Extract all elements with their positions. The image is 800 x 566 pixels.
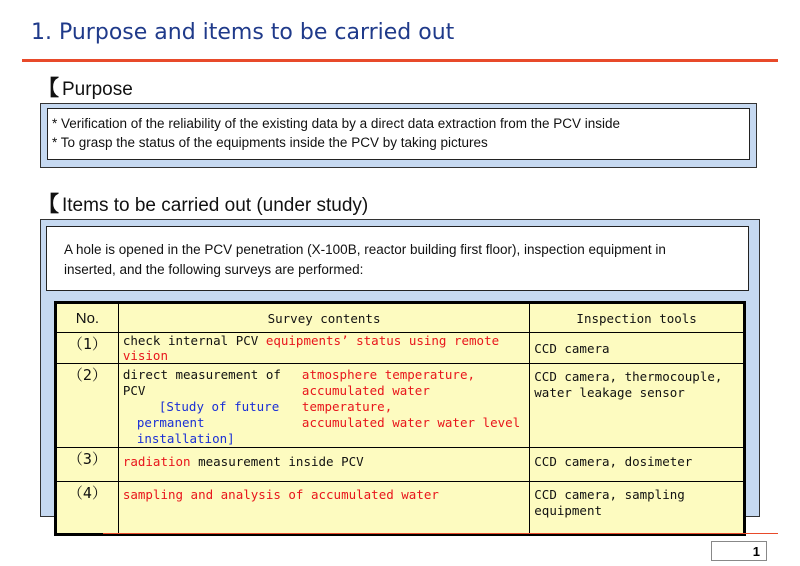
contents-text: measurement inside PCV: [190, 454, 364, 469]
row-no: （4）: [56, 482, 119, 535]
row-tools: CCD camera: [530, 333, 745, 364]
contents-highlight: sampling and analysis of accumulated water: [122, 487, 439, 502]
intro-line: A hole is opened in the PCV penetration (X-100B, reactor building first floor), inspection equipment in: [64, 242, 666, 257]
row-contents: [118, 333, 529, 364]
row-no: （2）: [56, 364, 119, 448]
table-header-row: [56, 303, 745, 333]
footer-divider: [103, 533, 778, 534]
header-no: No.: [56, 303, 119, 333]
contents-highlight: equipments’ status using remote vision: [122, 333, 500, 363]
table-row: [56, 482, 745, 535]
items-heading-text: Items to be carried out (under study): [62, 195, 369, 216]
items-heading: [38, 188, 368, 218]
purpose-heading: [38, 72, 133, 102]
survey-table: [54, 301, 746, 536]
header-tools: Inspection tools: [530, 303, 745, 333]
contents-highlight: radiation: [122, 454, 191, 469]
row-no: （3）: [56, 448, 119, 482]
header-contents: Survey contents: [118, 303, 529, 333]
contents-text: check internal PCV: [122, 333, 266, 348]
items-bracket: 【: [38, 193, 59, 216]
contents-highlight: accumulated water temperature,: [301, 383, 430, 414]
row-no: （1）: [56, 333, 119, 364]
purpose-line: * Verification of the reliability of the existing data by a direct data extraction from the PCV inside: [52, 116, 621, 131]
tools-line: water leakage sensor: [534, 385, 685, 400]
contents-note: permanent installation]: [136, 415, 235, 446]
table-row: [56, 448, 745, 482]
table-row: [56, 333, 745, 364]
purpose-heading-text: Purpose: [62, 79, 133, 100]
contents-note: [Study of future: [158, 399, 280, 414]
title-divider: [22, 59, 778, 62]
purpose-box: [47, 108, 750, 160]
tools-line: CCD camera, thermocouple,: [534, 369, 723, 384]
row-contents: [118, 364, 529, 448]
purpose-line: * To grasp the status of the equipments inside the PCV by taking pictures: [52, 135, 488, 150]
contents-text: direct measurement of PCV: [122, 367, 281, 398]
contents-highlight: atmosphere temperature,: [301, 367, 476, 382]
row-tools: [530, 364, 745, 448]
intro-line: inserted, and the following surveys are performed:: [64, 262, 364, 277]
tools-line: CCD camera, sampling: [534, 487, 685, 502]
tools-line: equipment: [534, 503, 602, 518]
items-intro-box: [46, 226, 749, 291]
row-contents: [118, 482, 529, 535]
page-title: 1. Purpose and items to be carried out: [31, 20, 455, 45]
page-number: 1: [711, 541, 767, 561]
table-row: [56, 364, 745, 448]
purpose-bracket: 【: [38, 77, 59, 100]
contents-highlight: accumulated water water level: [301, 415, 521, 430]
row-contents: [118, 448, 529, 482]
row-tools: CCD camera, dosimeter: [530, 448, 745, 482]
row-tools: [530, 482, 745, 535]
